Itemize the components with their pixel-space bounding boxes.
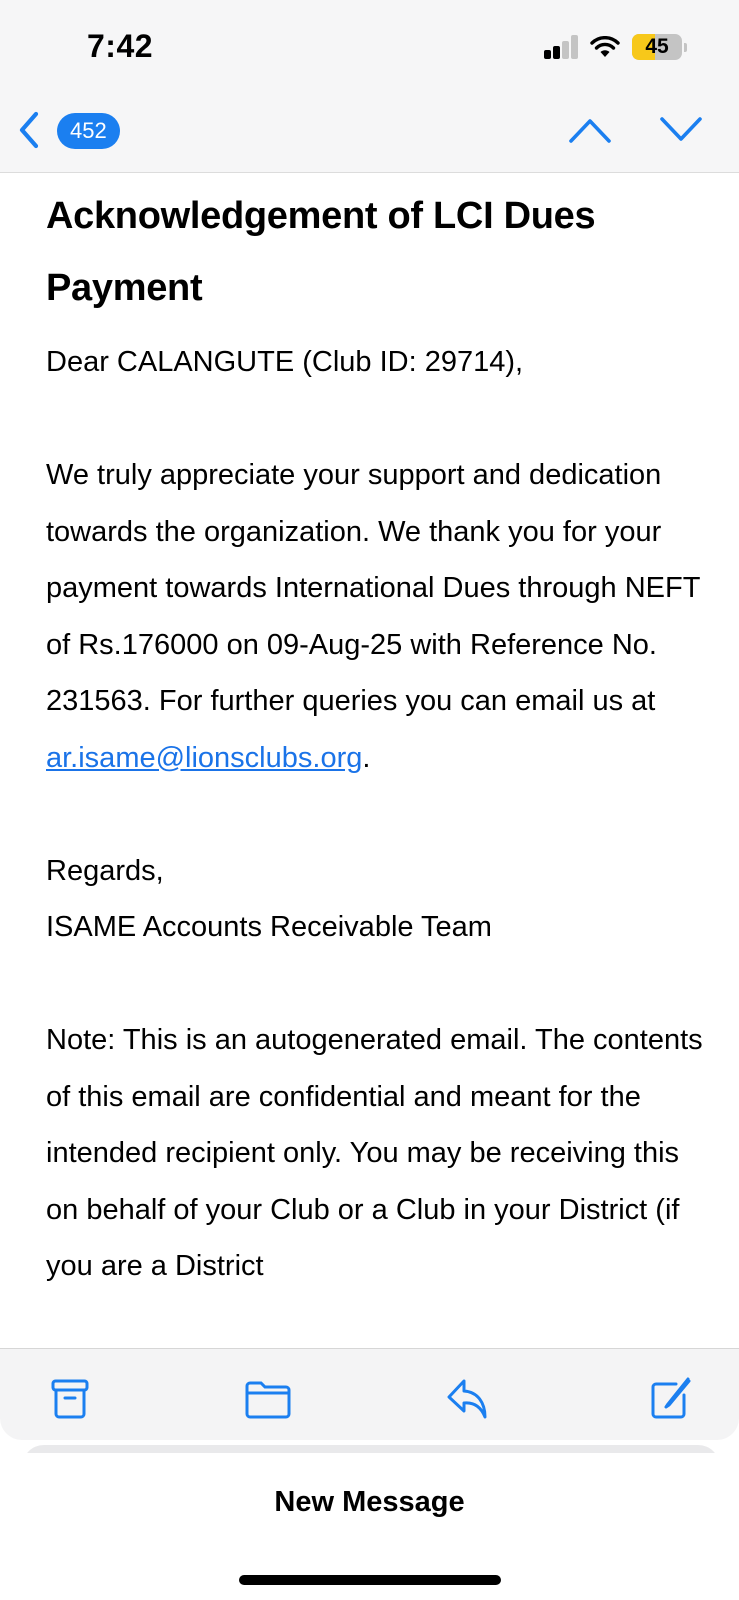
email-signature: ISAME Accounts Receivable Team: [46, 911, 492, 943]
battery-icon: [632, 34, 682, 60]
status-icons: [544, 34, 687, 60]
archive-icon[interactable]: [48, 1377, 92, 1421]
header: [0, 0, 739, 173]
home-indicator[interactable]: [239, 1575, 501, 1585]
email-note: Note: This is an autogenerated email. The contents of this email are confidential and meant for the intended recipient only. You may be receiving this on behalf of your Club or a Club in your District (if you are a District: [46, 1024, 703, 1282]
email-link[interactable]: ar.isame@lionsclubs.org: [46, 741, 363, 774]
compose-icon[interactable]: [648, 1377, 692, 1421]
email-subject: Acknowledgement of LCI Dues Payment: [46, 195, 596, 309]
email-greeting: Dear CALANGUTE (Club ID: 29714),: [46, 346, 524, 378]
chevron-down-icon[interactable]: [659, 115, 703, 145]
battery-level: 45: [645, 35, 669, 58]
wifi-icon: [590, 36, 620, 58]
cellular-signal-icon: [544, 35, 578, 59]
sheet-title: New Message: [274, 1486, 465, 1518]
chevron-left-icon[interactable]: [14, 110, 44, 150]
new-message-sheet[interactable]: [0, 1453, 739, 1600]
email-signoff: Regards,: [46, 854, 164, 887]
folder-icon[interactable]: [244, 1377, 292, 1421]
email-body: We truly appreciate your support and dedication towards the organization. We thank you for your payment towards International Dues through NEFT of Rs.176000 on 09-Aug-25 with Reference No. 231563. For further queries you can email us at ar.isame@lionsclubs.org.: [46, 459, 700, 774]
status-time: 7:42: [87, 28, 154, 64]
chevron-up-icon[interactable]: [568, 115, 612, 145]
unread-count-badge[interactable]: 452: [57, 113, 120, 149]
reply-icon[interactable]: [446, 1377, 490, 1421]
email-content: [46, 180, 706, 1295]
bottom-toolbar: [0, 1348, 739, 1440]
